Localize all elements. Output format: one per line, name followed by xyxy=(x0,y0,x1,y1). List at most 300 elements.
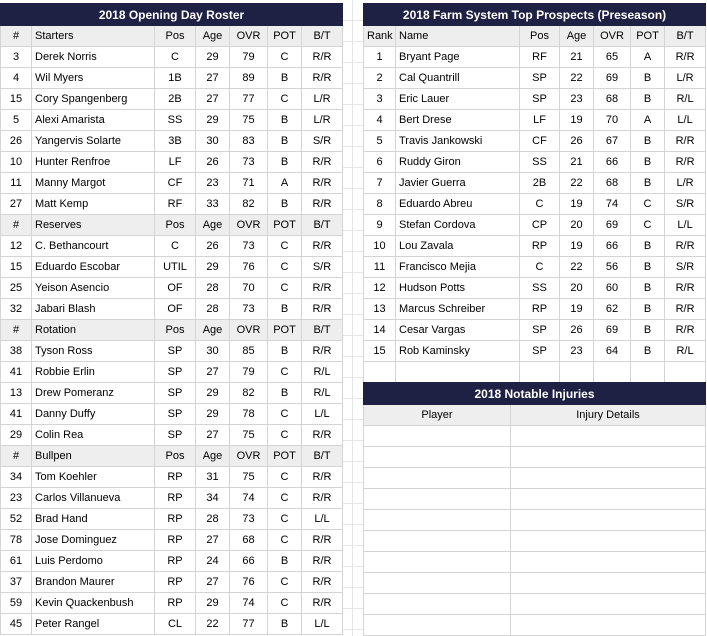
cell-name[interactable]: Francisco Mejia xyxy=(396,257,520,278)
prospect-row[interactable] xyxy=(364,68,706,89)
cell-name[interactable]: Lou Zavala xyxy=(396,236,520,257)
cell-position[interactable]: RP xyxy=(520,299,560,320)
cell-age[interactable]: 22 xyxy=(560,68,594,89)
prospect-row[interactable] xyxy=(364,131,706,152)
cell-bats-throws[interactable]: L/L xyxy=(665,215,706,236)
cell-bats-throws[interactable]: R/R xyxy=(302,341,343,362)
cell-position[interactable]: LF xyxy=(520,110,560,131)
cell-rank[interactable]: 14 xyxy=(364,320,396,341)
cell-potential[interactable]: C xyxy=(268,47,302,68)
cell-position[interactable]: 2B xyxy=(155,89,196,110)
cell-bats-throws[interactable]: L/R xyxy=(302,110,343,131)
header-overall[interactable]: OVR xyxy=(230,26,268,47)
roster-row[interactable] xyxy=(1,425,343,446)
cell-overall[interactable]: 68 xyxy=(230,530,268,551)
injury-row[interactable] xyxy=(364,510,706,531)
cell-overall[interactable]: 79 xyxy=(230,47,268,68)
cell-age[interactable]: 34 xyxy=(196,488,230,509)
cell-rank[interactable]: 6 xyxy=(364,152,396,173)
cell-name[interactable]: Derek Norris xyxy=(32,47,155,68)
header-potential[interactable]: POT xyxy=(268,26,302,47)
cell-position[interactable]: SS xyxy=(155,110,196,131)
cell-age[interactable]: 19 xyxy=(560,299,594,320)
injury-row[interactable] xyxy=(364,468,706,489)
cell-potential[interactable]: B xyxy=(268,194,302,215)
cell-potential[interactable]: C xyxy=(268,572,302,593)
cell-bats-throws[interactable]: L/R xyxy=(302,89,343,110)
cell-position[interactable]: OF xyxy=(155,299,196,320)
cell-number[interactable]: 27 xyxy=(1,194,32,215)
cell-overall[interactable]: 73 xyxy=(230,236,268,257)
cell-age[interactable]: 26 xyxy=(560,320,594,341)
cell-bats-throws[interactable]: L/L xyxy=(665,110,706,131)
roster-row[interactable] xyxy=(1,614,343,635)
cell-number[interactable]: 78 xyxy=(1,530,32,551)
cell-age[interactable]: 22 xyxy=(560,173,594,194)
cell-position[interactable]: UTIL xyxy=(155,257,196,278)
injury-player-cell[interactable] xyxy=(364,447,511,468)
injury-player-cell[interactable] xyxy=(364,594,511,615)
cell-age[interactable]: 20 xyxy=(560,215,594,236)
cell-potential[interactable]: C xyxy=(631,215,665,236)
header-name[interactable]: Name xyxy=(396,26,520,47)
injury-details-cell[interactable] xyxy=(511,447,706,468)
cell-position[interactable]: CP xyxy=(520,215,560,236)
injury-row[interactable] xyxy=(364,594,706,615)
header-potential[interactable]: POT xyxy=(631,26,665,47)
cell-potential[interactable]: B xyxy=(631,278,665,299)
roster-row[interactable] xyxy=(1,173,343,194)
cell-position[interactable]: SP xyxy=(520,68,560,89)
header-age[interactable]: Age xyxy=(560,26,594,47)
cell-name[interactable]: Peter Rangel xyxy=(32,614,155,635)
prospect-row[interactable] xyxy=(364,299,706,320)
cell-position[interactable]: SP xyxy=(520,320,560,341)
cell-bats-throws[interactable]: L/L xyxy=(302,614,343,635)
cell-age[interactable]: 19 xyxy=(560,110,594,131)
cell-rank[interactable]: 7 xyxy=(364,173,396,194)
roster-row[interactable] xyxy=(1,194,343,215)
prospect-row[interactable] xyxy=(364,173,706,194)
cell-position[interactable]: CF xyxy=(520,131,560,152)
cell-bats-throws[interactable]: L/R xyxy=(665,173,706,194)
cell-number[interactable]: 11 xyxy=(1,173,32,194)
header-potential[interactable]: POT xyxy=(268,320,302,341)
header-bats-throws[interactable]: B/T xyxy=(302,26,343,47)
injury-details-cell[interactable] xyxy=(511,426,706,447)
cell-bats-throws[interactable]: R/R xyxy=(302,425,343,446)
cell-number[interactable]: 15 xyxy=(1,89,32,110)
cell-position[interactable]: OF xyxy=(155,278,196,299)
cell-name[interactable]: Luis Perdomo xyxy=(32,551,155,572)
cell-number[interactable]: 29 xyxy=(1,425,32,446)
injury-details-cell[interactable] xyxy=(511,510,706,531)
cell-bats-throws[interactable]: R/R xyxy=(302,278,343,299)
cell-bats-throws[interactable]: L/L xyxy=(302,404,343,425)
cell-name[interactable]: Marcus Schreiber xyxy=(396,299,520,320)
header-age[interactable]: Age xyxy=(196,26,230,47)
header-number[interactable]: # xyxy=(1,446,32,467)
cell-number[interactable]: 52 xyxy=(1,509,32,530)
cell-number[interactable]: 10 xyxy=(1,152,32,173)
header-name[interactable]: Reserves xyxy=(32,215,155,236)
cell-potential[interactable]: C xyxy=(268,89,302,110)
cell-bats-throws[interactable]: R/R xyxy=(302,47,343,68)
cell-potential[interactable]: B xyxy=(631,257,665,278)
header-bats-throws[interactable]: B/T xyxy=(302,446,343,467)
cell-overall[interactable]: 75 xyxy=(230,425,268,446)
cell-number[interactable]: 59 xyxy=(1,593,32,614)
cell-potential[interactable]: C xyxy=(268,509,302,530)
cell-bats-throws[interactable]: R/L xyxy=(665,341,706,362)
cell-name[interactable]: C. Bethancourt xyxy=(32,236,155,257)
header-number[interactable]: # xyxy=(1,26,32,47)
injury-details-cell[interactable] xyxy=(511,573,706,594)
header-potential[interactable]: POT xyxy=(268,446,302,467)
cell-potential[interactable]: C xyxy=(268,530,302,551)
cell-overall[interactable]: 79 xyxy=(230,362,268,383)
cell-position[interactable]: RP xyxy=(155,488,196,509)
prospect-row[interactable] xyxy=(364,152,706,173)
roster-row[interactable] xyxy=(1,593,343,614)
cell-position[interactable]: RF xyxy=(520,47,560,68)
cell-name[interactable]: Jose Dominguez xyxy=(32,530,155,551)
cell-rank[interactable]: 4 xyxy=(364,110,396,131)
prospect-row[interactable] xyxy=(364,257,706,278)
cell-potential[interactable]: C xyxy=(268,467,302,488)
cell-age[interactable]: 30 xyxy=(196,131,230,152)
cell-number[interactable]: 61 xyxy=(1,551,32,572)
roster-row[interactable] xyxy=(1,152,343,173)
header-number[interactable]: # xyxy=(1,215,32,236)
cell-age[interactable]: 29 xyxy=(196,383,230,404)
prospect-row[interactable] xyxy=(364,215,706,236)
cell-age[interactable]: 29 xyxy=(196,257,230,278)
cell-overall[interactable]: 70 xyxy=(594,110,631,131)
header-age[interactable]: Age xyxy=(196,446,230,467)
cell-position[interactable]: SP xyxy=(520,341,560,362)
cell-name[interactable]: Brad Hand xyxy=(32,509,155,530)
cell-number[interactable]: 32 xyxy=(1,299,32,320)
cell-overall[interactable]: 75 xyxy=(230,467,268,488)
cell-age[interactable]: 23 xyxy=(196,173,230,194)
injury-details-cell[interactable] xyxy=(511,615,706,636)
cell-name[interactable]: Ruddy Giron xyxy=(396,152,520,173)
cell-age[interactable]: 27 xyxy=(196,425,230,446)
cell-potential[interactable]: B xyxy=(631,320,665,341)
cell-position[interactable]: SS xyxy=(520,278,560,299)
cell-rank[interactable]: 10 xyxy=(364,236,396,257)
cell-age[interactable]: 22 xyxy=(560,257,594,278)
header-overall[interactable]: OVR xyxy=(230,215,268,236)
cell-number[interactable]: 15 xyxy=(1,257,32,278)
header-bats-throws[interactable]: B/T xyxy=(302,215,343,236)
cell-overall[interactable]: 74 xyxy=(230,593,268,614)
cell-bats-throws[interactable]: R/R xyxy=(665,152,706,173)
cell-age[interactable]: 27 xyxy=(196,362,230,383)
roster-row[interactable] xyxy=(1,383,343,404)
cell-potential[interactable]: B xyxy=(268,152,302,173)
cell-potential[interactable]: C xyxy=(268,257,302,278)
prospect-row[interactable] xyxy=(364,110,706,131)
cell-age[interactable]: 20 xyxy=(560,278,594,299)
header-name[interactable]: Bullpen xyxy=(32,446,155,467)
header-age[interactable]: Age xyxy=(196,320,230,341)
cell-potential[interactable]: A xyxy=(631,110,665,131)
injury-player-cell[interactable] xyxy=(364,531,511,552)
prospect-row[interactable] xyxy=(364,341,706,362)
cell-rank[interactable]: 9 xyxy=(364,215,396,236)
injury-details-cell[interactable] xyxy=(511,594,706,615)
cell-position[interactable]: SP xyxy=(155,341,196,362)
empty-cell[interactable] xyxy=(631,362,665,383)
cell-overall[interactable]: 73 xyxy=(230,299,268,320)
roster-row[interactable] xyxy=(1,509,343,530)
cell-number[interactable]: 38 xyxy=(1,341,32,362)
cell-rank[interactable]: 15 xyxy=(364,341,396,362)
cell-age[interactable]: 27 xyxy=(196,89,230,110)
cell-potential[interactable]: B xyxy=(268,299,302,320)
cell-potential[interactable]: C xyxy=(631,194,665,215)
cell-potential[interactable]: B xyxy=(268,110,302,131)
prospect-row[interactable] xyxy=(364,89,706,110)
injury-row[interactable] xyxy=(364,552,706,573)
header-position[interactable]: Pos xyxy=(155,26,196,47)
prospect-row[interactable] xyxy=(364,278,706,299)
cell-name[interactable]: Brandon Maurer xyxy=(32,572,155,593)
empty-cell[interactable] xyxy=(396,362,520,383)
cell-position[interactable]: SS xyxy=(520,152,560,173)
cell-overall[interactable]: 65 xyxy=(594,47,631,68)
cell-potential[interactable]: C xyxy=(268,593,302,614)
cell-age[interactable]: 23 xyxy=(560,89,594,110)
cell-overall[interactable]: 69 xyxy=(594,320,631,341)
cell-potential[interactable]: C xyxy=(268,362,302,383)
cell-name[interactable]: Bert Drese xyxy=(396,110,520,131)
header-potential[interactable]: POT xyxy=(268,215,302,236)
cell-potential[interactable]: C xyxy=(268,236,302,257)
cell-overall[interactable]: 62 xyxy=(594,299,631,320)
cell-number[interactable]: 41 xyxy=(1,362,32,383)
cell-number[interactable]: 34 xyxy=(1,467,32,488)
roster-row[interactable] xyxy=(1,551,343,572)
cell-rank[interactable]: 1 xyxy=(364,47,396,68)
cell-position[interactable]: C xyxy=(155,47,196,68)
cell-potential[interactable]: C xyxy=(268,404,302,425)
cell-bats-throws[interactable]: R/R xyxy=(302,152,343,173)
cell-age[interactable]: 29 xyxy=(196,404,230,425)
cell-age[interactable]: 29 xyxy=(196,110,230,131)
injury-row[interactable] xyxy=(364,531,706,552)
roster-row[interactable] xyxy=(1,362,343,383)
cell-name[interactable]: Cory Spangenberg xyxy=(32,89,155,110)
cell-age[interactable]: 30 xyxy=(196,341,230,362)
cell-bats-throws[interactable]: L/L xyxy=(302,509,343,530)
cell-bats-throws[interactable]: R/R xyxy=(665,236,706,257)
cell-age[interactable]: 28 xyxy=(196,509,230,530)
cell-overall[interactable]: 77 xyxy=(230,89,268,110)
cell-potential[interactable]: B xyxy=(631,299,665,320)
cell-overall[interactable]: 66 xyxy=(594,152,631,173)
cell-name[interactable]: Javier Guerra xyxy=(396,173,520,194)
cell-name[interactable]: Travis Jankowski xyxy=(396,131,520,152)
cell-name[interactable]: Eric Lauer xyxy=(396,89,520,110)
roster-row[interactable] xyxy=(1,278,343,299)
header-name[interactable]: Rotation xyxy=(32,320,155,341)
cell-overall[interactable]: 78 xyxy=(230,404,268,425)
cell-bats-throws[interactable]: R/R xyxy=(302,488,343,509)
cell-name[interactable]: Colin Rea xyxy=(32,425,155,446)
injury-details-cell[interactable] xyxy=(511,468,706,489)
cell-name[interactable]: Hudson Potts xyxy=(396,278,520,299)
cell-rank[interactable]: 5 xyxy=(364,131,396,152)
cell-position[interactable]: C xyxy=(520,194,560,215)
header-overall[interactable]: OVR xyxy=(230,446,268,467)
cell-bats-throws[interactable]: S/R xyxy=(665,194,706,215)
cell-overall[interactable]: 68 xyxy=(594,89,631,110)
cell-rank[interactable]: 12 xyxy=(364,278,396,299)
empty-cell[interactable] xyxy=(665,362,706,383)
cell-bats-throws[interactable]: R/R xyxy=(665,299,706,320)
cell-age[interactable]: 27 xyxy=(196,530,230,551)
injury-details-cell[interactable] xyxy=(511,489,706,510)
cell-position[interactable]: SP xyxy=(155,362,196,383)
cell-position[interactable]: RP xyxy=(155,509,196,530)
cell-position[interactable]: SP xyxy=(520,89,560,110)
roster-row[interactable] xyxy=(1,299,343,320)
cell-potential[interactable]: B xyxy=(631,236,665,257)
cell-potential[interactable]: B xyxy=(631,89,665,110)
cell-name[interactable]: Hunter Renfroe xyxy=(32,152,155,173)
cell-overall[interactable]: 64 xyxy=(594,341,631,362)
roster-row[interactable] xyxy=(1,257,343,278)
cell-number[interactable]: 37 xyxy=(1,572,32,593)
header-bats-throws[interactable]: B/T xyxy=(302,320,343,341)
cell-age[interactable]: 19 xyxy=(560,236,594,257)
header-age[interactable]: Age xyxy=(196,215,230,236)
prospect-row[interactable] xyxy=(364,320,706,341)
roster-row[interactable] xyxy=(1,131,343,152)
cell-bats-throws[interactable]: R/R xyxy=(302,68,343,89)
cell-age[interactable]: 26 xyxy=(196,152,230,173)
cell-age[interactable]: 31 xyxy=(196,467,230,488)
roster-row[interactable] xyxy=(1,341,343,362)
cell-potential[interactable]: B xyxy=(268,131,302,152)
cell-overall[interactable]: 85 xyxy=(230,341,268,362)
header-position[interactable]: Pos xyxy=(155,446,196,467)
cell-bats-throws[interactable]: R/R xyxy=(302,173,343,194)
cell-age[interactable]: 23 xyxy=(560,341,594,362)
cell-bats-throws[interactable]: R/R xyxy=(665,47,706,68)
cell-name[interactable]: Alexi Amarista xyxy=(32,110,155,131)
cell-potential[interactable]: B xyxy=(631,341,665,362)
cell-number[interactable]: 23 xyxy=(1,488,32,509)
cell-age[interactable]: 27 xyxy=(196,572,230,593)
cell-bats-throws[interactable]: R/L xyxy=(665,89,706,110)
cell-potential[interactable]: B xyxy=(268,614,302,635)
cell-number[interactable]: 45 xyxy=(1,614,32,635)
cell-bats-throws[interactable]: R/R xyxy=(302,467,343,488)
cell-overall[interactable]: 67 xyxy=(594,131,631,152)
cell-bats-throws[interactable]: R/R xyxy=(302,530,343,551)
header-bats-throws[interactable]: B/T xyxy=(665,26,706,47)
cell-potential[interactable]: A xyxy=(631,47,665,68)
cell-bats-throws[interactable]: R/R xyxy=(302,593,343,614)
cell-age[interactable]: 33 xyxy=(196,194,230,215)
header-position[interactable]: Pos xyxy=(520,26,560,47)
cell-number[interactable]: 26 xyxy=(1,131,32,152)
cell-name[interactable]: Kevin Quackenbush xyxy=(32,593,155,614)
cell-overall[interactable]: 66 xyxy=(230,551,268,572)
cell-name[interactable]: Rob Kaminsky xyxy=(396,341,520,362)
cell-potential[interactable]: C xyxy=(268,278,302,299)
cell-position[interactable]: SP xyxy=(155,425,196,446)
cell-position[interactable]: RP xyxy=(155,593,196,614)
cell-potential[interactable]: A xyxy=(268,173,302,194)
cell-number[interactable]: 5 xyxy=(1,110,32,131)
cell-bats-throws[interactable]: L/R xyxy=(665,68,706,89)
cell-name[interactable]: Wil Myers xyxy=(32,68,155,89)
cell-bats-throws[interactable]: R/R xyxy=(665,278,706,299)
cell-bats-throws[interactable]: R/L xyxy=(302,383,343,404)
cell-age[interactable]: 22 xyxy=(196,614,230,635)
header-position[interactable]: Pos xyxy=(155,320,196,341)
roster-row[interactable] xyxy=(1,236,343,257)
cell-name[interactable]: Bryant Page xyxy=(396,47,520,68)
cell-overall[interactable]: 60 xyxy=(594,278,631,299)
cell-overall[interactable]: 68 xyxy=(594,173,631,194)
injury-player-cell[interactable] xyxy=(364,573,511,594)
cell-overall[interactable]: 76 xyxy=(230,257,268,278)
header-overall[interactable]: OVR xyxy=(594,26,631,47)
cell-potential[interactable]: B xyxy=(268,551,302,572)
header-name[interactable]: Starters xyxy=(32,26,155,47)
cell-name[interactable]: Cal Quantrill xyxy=(396,68,520,89)
cell-position[interactable]: C xyxy=(520,257,560,278)
roster-row[interactable] xyxy=(1,89,343,110)
cell-overall[interactable]: 71 xyxy=(230,173,268,194)
injury-row[interactable] xyxy=(364,573,706,594)
cell-age[interactable]: 27 xyxy=(196,68,230,89)
injury-row[interactable] xyxy=(364,426,706,447)
cell-age[interactable]: 26 xyxy=(196,236,230,257)
prospect-row[interactable] xyxy=(364,194,706,215)
cell-name[interactable]: Drew Pomeranz xyxy=(32,383,155,404)
roster-row[interactable] xyxy=(1,110,343,131)
cell-overall[interactable]: 69 xyxy=(594,68,631,89)
cell-rank[interactable]: 11 xyxy=(364,257,396,278)
cell-potential[interactable]: B xyxy=(631,68,665,89)
cell-name[interactable]: Carlos Villanueva xyxy=(32,488,155,509)
cell-position[interactable]: LF xyxy=(155,152,196,173)
cell-position[interactable]: SP xyxy=(155,404,196,425)
cell-position[interactable]: CL xyxy=(155,614,196,635)
cell-age[interactable]: 26 xyxy=(560,131,594,152)
cell-age[interactable]: 29 xyxy=(196,47,230,68)
cell-rank[interactable]: 3 xyxy=(364,89,396,110)
cell-overall[interactable]: 69 xyxy=(594,215,631,236)
cell-overall[interactable]: 89 xyxy=(230,68,268,89)
cell-bats-throws[interactable]: S/R xyxy=(302,131,343,152)
cell-number[interactable]: 3 xyxy=(1,47,32,68)
injury-row[interactable] xyxy=(364,489,706,510)
cell-position[interactable]: RP xyxy=(520,236,560,257)
cell-bats-throws[interactable]: R/R xyxy=(302,572,343,593)
cell-name[interactable]: Yeison Asencio xyxy=(32,278,155,299)
cell-potential[interactable]: B xyxy=(631,173,665,194)
cell-position[interactable]: 1B xyxy=(155,68,196,89)
cell-overall[interactable]: 75 xyxy=(230,110,268,131)
